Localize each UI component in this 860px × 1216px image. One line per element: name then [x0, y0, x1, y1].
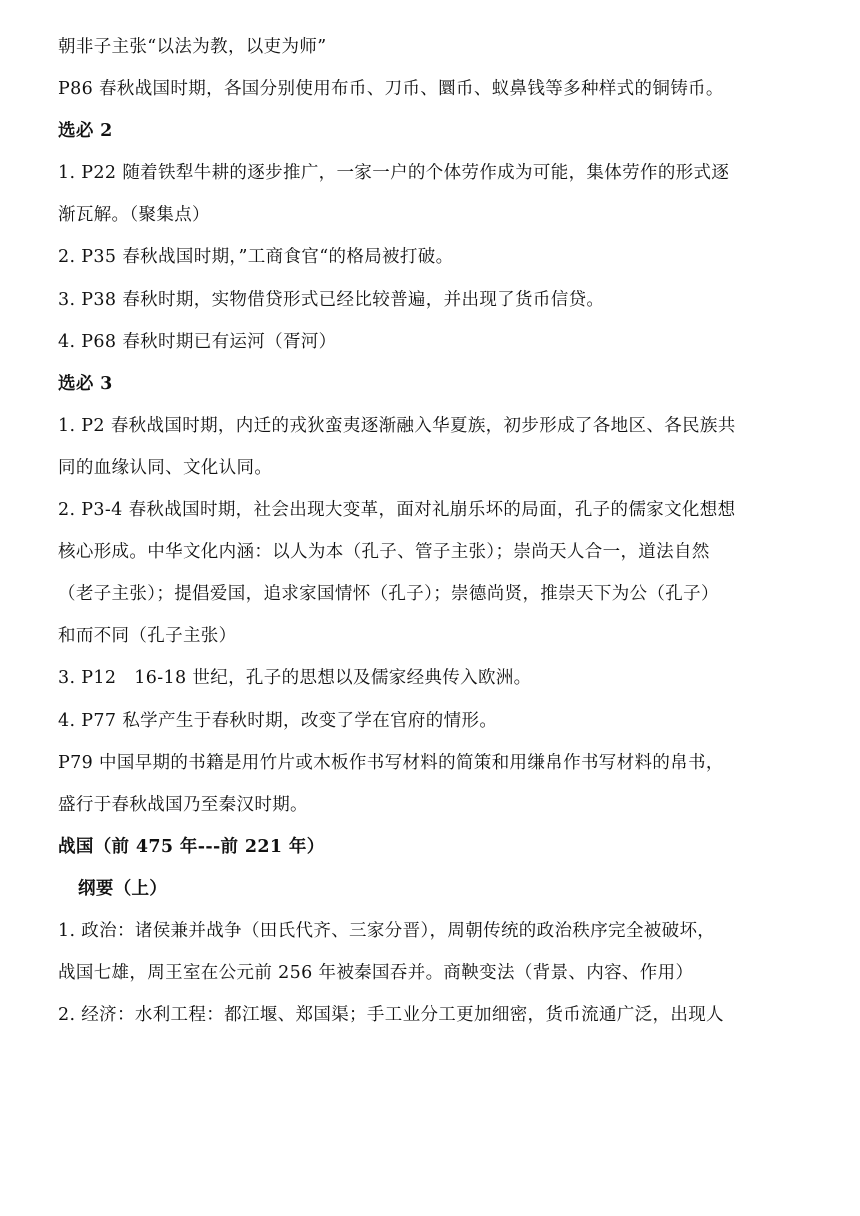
document-page — [58, 26, 806, 1036]
subsection-heading: 纲要（上） — [78, 878, 168, 899]
text-line: （老子主张）；提倡爱国，追求家国情怀（孔子）；崇德尚贤，推崇天下为公（孔子） — [58, 584, 719, 605]
text-line: 朝非子主张“以法为教，以吏为师” — [58, 37, 327, 57]
text-line: 战国七雄，周王室在公元前 256 年被秦国吞并。商鞅变法（背景、内容、作用） — [58, 963, 694, 984]
section-heading: 选必 3 — [58, 373, 113, 394]
text-line: 3. P12 16-18 世纪，孔子的思想以及儒家经典传入欧洲。 — [58, 668, 532, 689]
text-line: 2. P3-4 春秋战国时期，社会出现大变革，面对礼崩乐坏的局面，孔子的儒家文化想想 — [58, 500, 736, 521]
text-line: 2. 经济：水利工程：都江堰、郑国渠；手工业分工更加细密，货币流通广泛，出现人 — [58, 1005, 724, 1026]
text-line: 4. P77 私学产生于春秋时期，改变了学在官府的情形。 — [58, 710, 498, 731]
text-line: 盛行于春秋战国乃至秦汉时期。 — [58, 794, 308, 815]
text-line: 1. 政治：诸侯兼并战争（田氏代齐、三家分晋），周朝传统的政治秩序完全被破坏， — [58, 920, 716, 941]
text-line: 1. P22 随着铁犁牛耕的逐步推广，一家一户的个体劳作成为可能，集体劳作的形式逐 — [58, 163, 730, 184]
text-line: 渐瓦解。（聚集点） — [58, 205, 210, 226]
text-line: P79 中国早期的书籍是用竹片或木板作书写材料的简策和用缣帛作书写材料的帛书， — [58, 752, 724, 773]
section-heading: 选必 2 — [58, 121, 113, 142]
text-line: 和而不同（孔子主张） — [58, 626, 237, 647]
section-heading: 战国（前 475 年---前 221 年） — [58, 836, 325, 857]
text-line: 核心形成。中华文化内涵：以人为本（孔子、管子主张）；崇尚天人合一，道法自然 — [58, 542, 710, 563]
text-line: 2. P35 春秋战国时期，”工商食官“的格局被打破。 — [58, 247, 454, 268]
text-line: 同的血缘认同、文化认同。 — [58, 457, 273, 478]
text-line: P86 春秋战国时期，各国分别使用布币、刀币、圜币、蚁鼻钱等多种样式的铜铸币。 — [58, 79, 724, 100]
text-line: 4. P68 春秋时期已有运河（胥河） — [58, 331, 337, 352]
text-line: 3. P38 春秋时期，实物借贷形式已经比较普遍，并出现了货币信贷。 — [58, 289, 605, 310]
text-line: 1. P2 春秋战国时期，内迁的戎狄蛮夷逐渐融入华夏族，初步形成了各地区、各民族共 — [58, 415, 736, 436]
